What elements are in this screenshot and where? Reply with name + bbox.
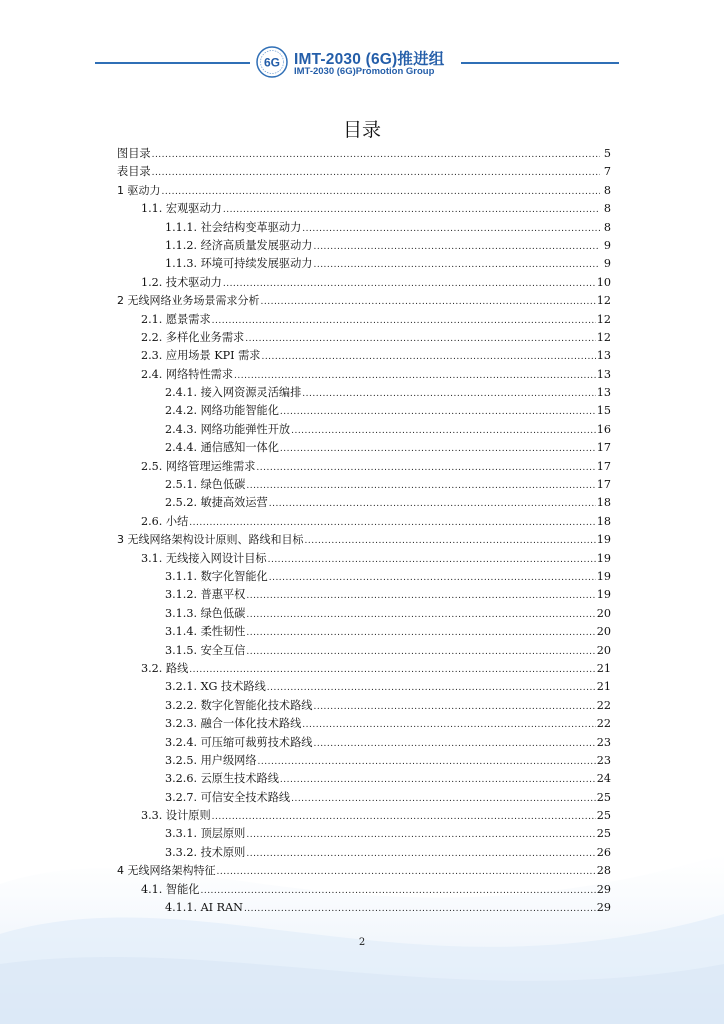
toc-entry[interactable] <box>117 219 611 237</box>
toc-leader-dots <box>152 163 600 182</box>
toc-entry-page: 12 <box>596 330 611 344</box>
toc-leader-dots <box>244 899 596 918</box>
toc-leader-dots <box>234 366 596 385</box>
toc-entry-page: 19 <box>596 551 611 565</box>
brand-subtitle: IMT-2030 (6G)Promotion Group <box>294 66 435 77</box>
toc-leader-dots <box>245 329 596 348</box>
toc-leader-dots <box>269 494 596 513</box>
toc-entry[interactable] <box>117 844 611 862</box>
toc-leader-dots <box>246 844 595 863</box>
toc-entry-label: 1.1.1. 社会结构变革驱动力 <box>165 220 302 234</box>
toc-entry-page: 10 <box>596 275 611 289</box>
toc-entry[interactable] <box>117 513 611 531</box>
toc-leader-dots <box>291 789 596 808</box>
toc-leader-dots <box>302 715 595 734</box>
toc-leader-dots <box>305 531 596 550</box>
toc-entry[interactable] <box>117 752 611 770</box>
toc-entry-page: 17 <box>596 441 611 455</box>
toc-leader-dots <box>269 568 596 587</box>
toc-leader-dots <box>261 292 596 311</box>
toc-entry[interactable] <box>117 678 611 696</box>
toc-entry[interactable] <box>117 660 611 678</box>
toc-entry[interactable] <box>117 734 611 752</box>
header-rule-right <box>461 62 619 64</box>
toc-entry-page: 5 <box>603 147 611 160</box>
toc-entry-page: 19 <box>596 569 611 583</box>
toc-leader-dots <box>212 807 596 826</box>
toc-entry-page: 29 <box>596 901 611 915</box>
toc-entry-page: 12 <box>596 294 611 308</box>
toc-entry-label: 3.2.4. 可压缩可裁剪技术路线 <box>165 735 313 749</box>
toc-leader-dots <box>268 550 596 569</box>
toc-entry-label: 2.3. 应用场景 KPI 需求 <box>141 349 261 363</box>
page-header <box>0 44 724 84</box>
toc-entry-label: 3.2.3. 融合一体化技术路线 <box>165 717 302 731</box>
toc-entry-label: 1.1.3. 环境可持续发展驱动力 <box>165 257 313 271</box>
toc-entry-label: 3.1. 无线接入网设计目标 <box>141 551 267 565</box>
page-title: 目录 <box>342 119 381 141</box>
toc-entry-label: 3.1.2. 普惠平权 <box>165 588 246 602</box>
toc-entry-page: 21 <box>596 680 611 694</box>
toc-entry[interactable] <box>117 329 611 347</box>
toc-entry-page: 25 <box>596 809 611 823</box>
toc-entry-label: 2.4.4. 通信感知一体化 <box>165 441 279 455</box>
toc-entry[interactable] <box>117 421 611 439</box>
toc-entry-page: 9 <box>603 257 611 271</box>
toc-entry[interactable] <box>117 347 611 365</box>
toc-entry-label: 3.2.2. 数字化智能化技术路线 <box>165 698 313 712</box>
toc-entry-label: 2.4.3. 网络功能弹性开放 <box>165 422 291 436</box>
toc-entry-page: 22 <box>596 698 611 712</box>
toc-entry-label: 4.1. 智能化 <box>141 882 200 896</box>
toc-leader-dots <box>313 255 600 274</box>
toc-entry[interactable] <box>117 807 611 825</box>
toc-entry-label: 图目录 <box>117 147 151 160</box>
toc-entry-label: 2.4.1. 接入网资源灵活编排 <box>165 386 302 400</box>
toc-entry[interactable] <box>117 531 611 549</box>
toc-entry-page: 24 <box>596 772 611 786</box>
toc-leader-dots <box>162 182 601 201</box>
toc-entry-page: 15 <box>596 404 611 418</box>
toc-entry-page: 26 <box>596 845 611 859</box>
toc-entry-page: 17 <box>596 478 611 492</box>
toc-entry-page: 20 <box>596 625 611 639</box>
toc-leader-dots <box>256 458 595 477</box>
toc-entry[interactable] <box>117 494 611 512</box>
toc-entry-page: 20 <box>596 606 611 620</box>
toc-entry-page: 13 <box>596 349 611 363</box>
toc-entry-page: 12 <box>596 312 611 326</box>
toc-entry-label: 3.3.2. 技术原则 <box>165 845 246 859</box>
toc-leader-dots <box>246 476 595 495</box>
toc-entry[interactable] <box>117 899 611 917</box>
toc-entry-label: 3.2.6. 云原生技术路线 <box>165 772 279 786</box>
toc-entry[interactable] <box>117 550 611 568</box>
toc-entry[interactable] <box>117 402 611 420</box>
toc-leader-dots <box>189 660 595 679</box>
toc-leader-dots <box>223 200 600 219</box>
toc-entry-page: 20 <box>596 643 611 657</box>
table-of-contents <box>117 145 611 917</box>
toc-leader-dots <box>291 421 596 440</box>
toc-entry[interactable] <box>117 366 611 384</box>
toc-leader-dots <box>302 384 595 403</box>
toc-entry-page: 8 <box>603 220 611 234</box>
toc-leader-dots <box>152 145 600 164</box>
toc-leader-dots <box>258 752 596 771</box>
toc-entry[interactable] <box>117 255 611 273</box>
toc-entry[interactable] <box>117 605 611 623</box>
toc-entry-label: 3.2.5. 用户级网络 <box>165 753 257 767</box>
toc-entry[interactable] <box>117 182 611 200</box>
toc-leader-dots <box>313 237 600 256</box>
toc-entry-page: 28 <box>596 864 611 878</box>
toc-entry[interactable] <box>117 825 611 843</box>
toc-entry-label: 3.1.1. 数字化智能化 <box>165 569 268 583</box>
toc-entry-page: 17 <box>596 459 611 473</box>
toc-leader-dots <box>246 642 595 661</box>
toc-entry[interactable] <box>117 439 611 457</box>
toc-entry-label: 2.5. 网络管理运维需求 <box>141 459 256 473</box>
toc-entry-page: 21 <box>596 661 611 675</box>
toc-entry-page: 23 <box>596 735 611 749</box>
toc-entry-label: 2.1. 愿景需求 <box>141 312 211 326</box>
toc-entry[interactable] <box>117 715 611 733</box>
toc-entry-page: 13 <box>596 367 611 381</box>
toc-entry-label: 2.5.1. 绿色低碳 <box>165 478 246 492</box>
toc-leader-dots <box>246 586 595 605</box>
toc-entry-page: 19 <box>596 533 611 547</box>
toc-entry-label: 3 无线网络架构设计原则、路线和目标 <box>117 533 304 547</box>
toc-leader-dots <box>200 881 595 900</box>
toc-entry[interactable] <box>117 292 611 310</box>
toc-entry[interactable] <box>117 862 611 880</box>
toc-entry-label: 表目录 <box>117 165 151 179</box>
toc-entry-page: 18 <box>596 514 611 528</box>
toc-entry-label: 1.2. 技术驱动力 <box>141 275 222 289</box>
toc-entry-label: 2.4. 网络特性需求 <box>141 367 234 381</box>
brand-title: IMT-2030 (6G)推进组 <box>294 51 445 68</box>
toc-leader-dots <box>246 825 595 844</box>
toc-leader-dots <box>246 605 595 624</box>
toc-entry[interactable] <box>117 311 611 329</box>
toc-leader-dots <box>313 734 595 753</box>
toc-entry[interactable] <box>117 274 611 292</box>
toc-entry-label: 2.2. 多样化业务需求 <box>141 330 245 344</box>
toc-leader-dots <box>313 697 595 716</box>
toc-entry[interactable] <box>117 476 611 494</box>
toc-entry[interactable] <box>117 881 611 899</box>
toc-entry-label: 1.1.2. 经济高质量发展驱动力 <box>165 238 313 252</box>
toc-entry-page: 7 <box>603 165 611 179</box>
toc-entry-label: 2.4.2. 网络功能智能化 <box>165 404 279 418</box>
toc-entry-label: 2.6. 小结 <box>141 514 189 528</box>
toc-entry-page: 19 <box>596 588 611 602</box>
toc-entry-page: 22 <box>596 717 611 731</box>
toc-entry-page: 16 <box>596 422 611 436</box>
toc-entry[interactable] <box>117 642 611 660</box>
toc-entry-page: 29 <box>596 882 611 896</box>
toc-entry-page: 8 <box>603 202 611 216</box>
toc-leader-dots <box>212 311 596 330</box>
toc-leader-dots <box>246 623 595 642</box>
toc-entry-label: 3.1.4. 柔性韧性 <box>165 625 246 639</box>
toc-leader-dots <box>280 439 596 458</box>
toc-leader-dots <box>302 219 600 238</box>
toc-entry-label: 3.2. 路线 <box>141 661 189 675</box>
toc-leader-dots <box>189 513 595 532</box>
toc-leader-dots <box>280 402 596 421</box>
toc-entry-page: 13 <box>596 386 611 400</box>
toc-leader-dots <box>217 862 596 881</box>
toc-entry-label: 4 无线网络架构特征 <box>117 864 216 878</box>
toc-entry-label: 2.5.2. 敏捷高效运营 <box>165 496 268 510</box>
toc-entry-page: 18 <box>596 496 611 510</box>
toc-entry[interactable] <box>117 623 611 641</box>
toc-entry-page: 25 <box>596 827 611 841</box>
toc-entry[interactable] <box>117 145 611 163</box>
toc-entry-label: 3.3.1. 顶层原则 <box>165 827 246 841</box>
toc-entry-label: 3.1.3. 绿色低碳 <box>165 606 246 620</box>
header-rule-left <box>95 62 250 64</box>
toc-entry[interactable] <box>117 200 611 218</box>
toc-leader-dots <box>280 770 596 789</box>
toc-entry-page: 8 <box>603 183 611 197</box>
toc-entry-label: 3.3. 设计原则 <box>141 809 211 823</box>
toc-entry-label: 4.1.1. AI RAN <box>165 901 243 915</box>
page-number: 2 <box>358 937 366 948</box>
toc-leader-dots <box>261 347 595 366</box>
toc-entry[interactable] <box>117 770 611 788</box>
toc-entry-page: 25 <box>596 790 611 804</box>
toc-entry[interactable] <box>117 568 611 586</box>
toc-entry-label: 1 驱动力 <box>117 183 161 197</box>
toc-entry[interactable] <box>117 384 611 402</box>
toc-leader-dots <box>223 274 596 293</box>
toc-entry-label: 3.2.7. 可信安全技术路线 <box>165 790 291 804</box>
toc-entry-label: 1.1. 宏观驱动力 <box>141 202 222 216</box>
toc-leader-dots <box>267 678 596 697</box>
toc-entry[interactable] <box>117 586 611 604</box>
toc-entry-label: 2 无线网络业务场景需求分析 <box>117 294 260 308</box>
imt2030-logo-icon <box>256 46 288 78</box>
toc-entry[interactable] <box>117 237 611 255</box>
toc-entry[interactable] <box>117 697 611 715</box>
toc-entry-label: 3.1.5. 安全互信 <box>165 643 246 657</box>
toc-entry[interactable] <box>117 163 611 181</box>
logo-text: 6G <box>263 55 281 70</box>
toc-entry-page: 9 <box>603 238 611 252</box>
toc-entry[interactable] <box>117 458 611 476</box>
toc-entry-label: 3.2.1. XG 技术路线 <box>165 680 266 694</box>
toc-entry-page: 23 <box>596 753 611 767</box>
toc-entry[interactable] <box>117 789 611 807</box>
